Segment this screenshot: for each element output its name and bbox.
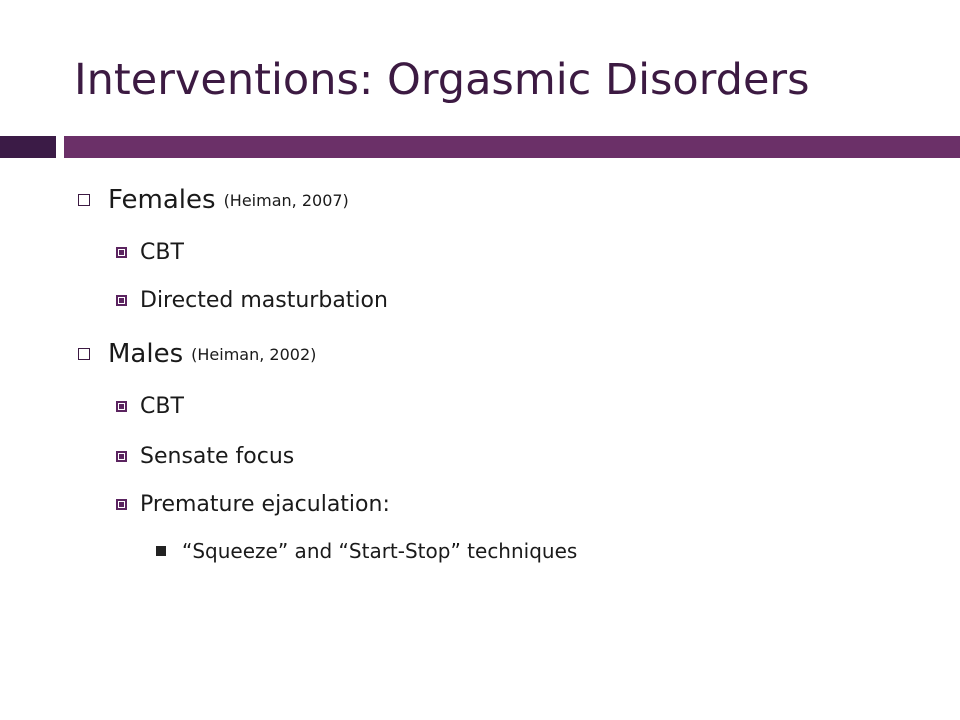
- sub-bullet-label: Directed masturbation: [140, 287, 388, 313]
- sub-bullet-cbt: [116, 236, 184, 268]
- sub-sub-bullet-techniques: [156, 536, 577, 566]
- bullet-males-citation: (Heiman, 2002): [191, 344, 317, 364]
- open-square-bullet-icon: [78, 348, 90, 360]
- sub-bullet-label: CBT: [140, 239, 184, 265]
- bullet-males: [78, 336, 316, 372]
- filled-square-bullet-icon: [116, 247, 127, 258]
- open-square-bullet-icon: [78, 194, 90, 206]
- sub-bullet-premature-ejaculation: [116, 488, 390, 520]
- sub-bullet-sensate-focus: [116, 440, 294, 472]
- filled-square-bullet-icon: [116, 451, 127, 462]
- solid-square-bullet-icon: [156, 546, 166, 556]
- sub-bullet-label: CBT: [140, 393, 184, 419]
- bullet-females-citation: (Heiman, 2007): [223, 190, 349, 210]
- bullet-females: [78, 182, 349, 218]
- sub-bullet-directed-masturbation: [116, 284, 388, 316]
- filled-square-bullet-icon: [116, 499, 127, 510]
- sub-bullet-label: Sensate focus: [140, 443, 295, 469]
- sub-bullet-label: Premature ejaculation:: [140, 491, 390, 517]
- filled-square-bullet-icon: [116, 401, 127, 412]
- slide-title: Interventions: Orgasmic Disorders: [74, 55, 810, 105]
- bullet-males-label: Males: [108, 339, 184, 369]
- sub-bullet-cbt: [116, 390, 184, 422]
- bullet-females-label: Females: [108, 185, 216, 215]
- filled-square-bullet-icon: [116, 295, 127, 306]
- sub-sub-bullet-label: “Squeeze” and “Start-Stop” techniques: [182, 539, 578, 563]
